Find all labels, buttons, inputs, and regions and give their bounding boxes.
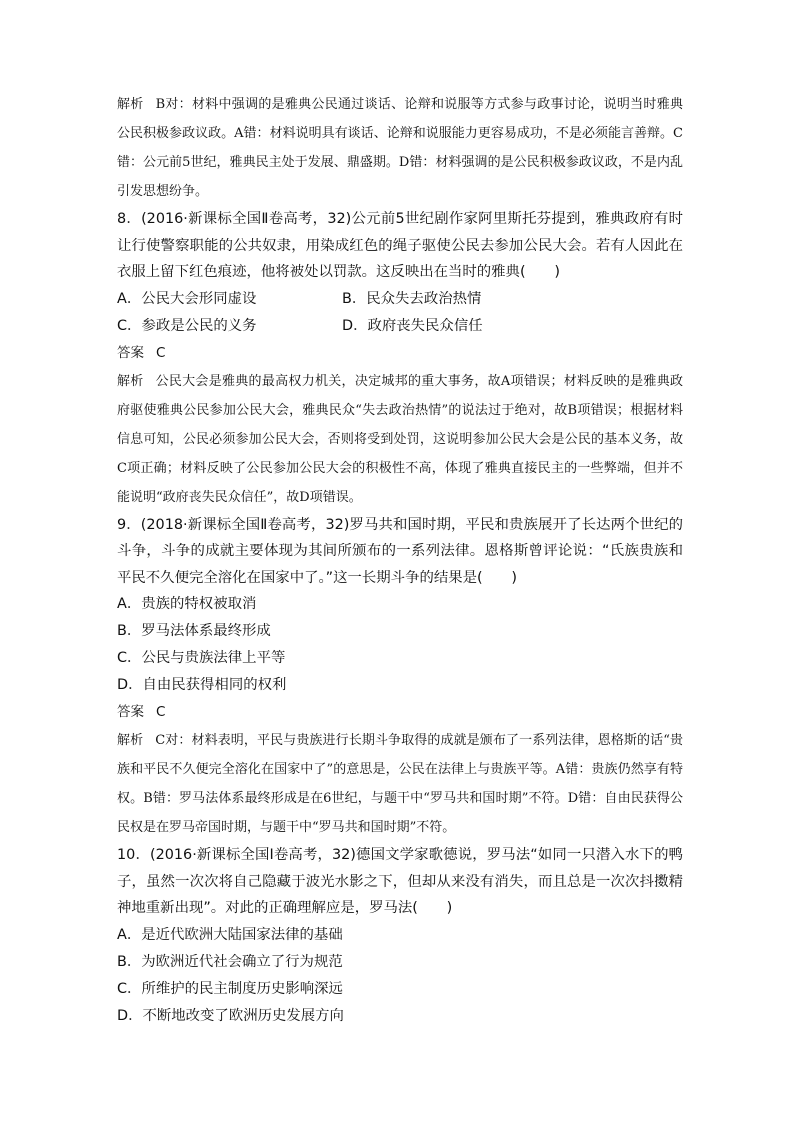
q9-analysis: [117, 726, 683, 842]
q10-option-a: A．是近代欧洲大陆国家法律的基础: [117, 926, 343, 943]
document-page: [117, 90, 683, 1030]
answer-label: 答案: [117, 704, 144, 720]
q9-option-b: B．罗马法体系最终形成: [117, 623, 271, 639]
q8-option-d: D．政府丧失民众信任: [342, 317, 483, 334]
q8-options: [117, 286, 683, 340]
q10-option-b: B．为欧洲近代社会确立了行为规范: [117, 953, 343, 970]
q8-option-a: A．公民大会形同虚设: [117, 290, 257, 307]
analysis-label: 解析: [117, 373, 144, 389]
q8-option-c: C．参政是公民的义务: [117, 317, 257, 334]
q9-option-a: A．贵族的特权被取消: [117, 596, 257, 612]
analysis-text: C对：材料表明，平民与贵族进行长期斗争取得的成就是颁布了一系列法律，恩格斯的话“贵族和平民不久便完全溶化在国家中了”的意思是，公民在法律上与贵族平等。A错：贵族仍然享有特权。B错：罗马法体系最终形成是在6世纪，与题干中“罗马共和国时期”不符。D错：自由民获得公民权是在罗马帝国时期，与题干中“罗马共和国时期”不符。: [117, 733, 683, 835]
answer-value: C: [156, 344, 166, 361]
analysis-text: 公民大会是雅典的最高权力机关，决定城邦的重大事务，故A项错误；材料反映的是雅典政府驱使雅典公民参加公民大会，雅典民众“失去政治热情”的说法过于绝对，故B项错误；根据材料信息可知，公民必须参加公民大会，否则将受到处罚，这说明参加公民大会是公民的基本义务，故C项正确；材料反映了公民参加公民大会的积极性不高，体现了雅典直接民主的一些弊端，但并不能说明“政府丧失民众信任”，故D项错误。: [117, 373, 683, 505]
q8-analysis: [117, 367, 683, 512]
q9-stem: 9．(2018·新课标全国Ⅱ卷高考，32)罗马共和国时期，平民和贵族展开了长达两个世纪的斗争，斗争的成就主要体现为其间所颁布的一系列法律。恩格斯曾评论说：“氏族贵族和平民不久便完全溶化在国家中了。”这一长期斗争的结果是( ): [117, 516, 683, 586]
q10-option-d: D．不断地改变了欧洲历史发展方向: [117, 1007, 344, 1024]
answer-label: 答案: [117, 344, 144, 361]
analysis-label: 解析: [117, 97, 144, 112]
q10-stem: 10．(2016·新课标全国Ⅰ卷高考，32)德国文学家歌德说，罗马法“如同一只潜入水下的鸭子，虽然一次次将自己隐藏于波光水影之下，但却从来没有消失，而且总是一次次抖擞精神地重新出现”。对此的正确理解应是，罗马法( ): [117, 847, 683, 916]
q10-options: [117, 922, 683, 1030]
q9-option-c: C．公民与贵族法律上平等: [117, 650, 286, 666]
q8-stem: 8．(2016·新课标全国Ⅱ卷高考，32)公元前5世纪剧作家阿里斯托芬提到，雅典政府有时让行使警察职能的公共奴隶，用染成红色的绳子驱使公民去参加公民大会。若有人因此在衣服上留下红色痕迹，他将被处以罚款。这反映出在当时的雅典( ): [117, 211, 683, 280]
analysis-label: 解析: [117, 733, 144, 748]
analysis-text: B对：材料中强调的是雅典公民通过谈话、论辩和说服等方式参与政事讨论，说明当时雅典公民积极参政议政。A错：材料说明具有谈话、论辩和说服能力更容易成功，不是必须能言善辩。C错：公元前5世纪，雅典民主处于发展、鼎盛期。D错：材料强调的是公民积极参政议政，不是内乱引发思想纷争。: [117, 97, 683, 199]
q9-answer: [117, 699, 683, 726]
q10-option-c: C．所维护的民主制度历史影响深远: [117, 980, 343, 997]
q8-option-b: B．民众失去政治热情: [342, 290, 482, 307]
answer-value: C: [156, 704, 166, 720]
q7-analysis: [117, 90, 683, 206]
q9-option-d: D．自由民获得相同的权利: [117, 677, 287, 693]
q8-answer: [117, 340, 683, 367]
q9-options: [117, 591, 683, 699]
